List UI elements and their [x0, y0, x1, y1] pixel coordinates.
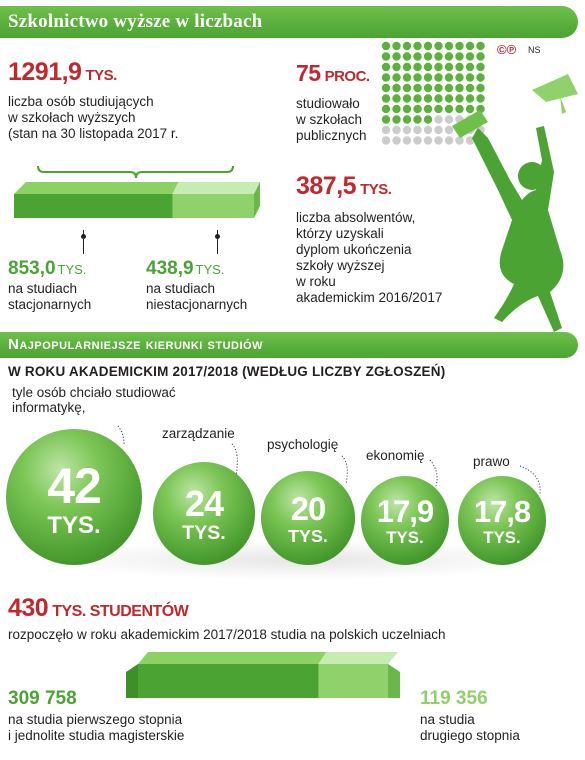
study-bar-top-1: [172, 182, 260, 194]
students-desc: [8, 94, 178, 142]
first-degree-value: 309 758: [8, 688, 77, 709]
percent-dot-filled: [403, 105, 411, 113]
percent-dot-filled: [382, 94, 390, 102]
graduates-desc-line: szkoły wyższej: [296, 258, 385, 273]
percent-dot-filled: [403, 63, 411, 71]
percent-dot-filled: [424, 84, 432, 92]
second-degree-desc-line: na studia: [420, 712, 475, 727]
graduate-silhouette-icon: [450, 60, 580, 340]
percent-dot-filled: [434, 84, 442, 92]
percent-dot-filled: [413, 84, 421, 92]
percent-dot-filled: [434, 52, 442, 60]
public-desc: [296, 96, 367, 144]
percent-dot-filled: [382, 42, 390, 50]
study-bar-segment-fulltime: [14, 194, 172, 218]
graduates-desc-line: akademickim 2016/2017: [296, 290, 443, 305]
sphere-unit: TYS.: [47, 511, 101, 539]
credit-mark: ©℗: [497, 42, 517, 57]
credit-text: NS: [528, 45, 541, 55]
percent-dot-filled: [403, 73, 411, 81]
percent-dot-filled: [424, 63, 432, 71]
percent-dot-filled: [382, 63, 390, 71]
percent-dot-filled: [424, 42, 432, 50]
percent-dot-filled: [392, 73, 400, 81]
popular-subtitle: W ROKU AKADEMICKIM 2017/2018 (WEDŁUG LICZBY ZGŁOSZEŃ): [8, 364, 446, 379]
popular-banner: [0, 332, 578, 358]
percent-dot-filled: [392, 94, 400, 102]
percent-dot-empty: [413, 126, 421, 134]
percent-dot-filled: [413, 94, 421, 102]
degree-bar: [124, 652, 414, 712]
page-title: Szkolnictwo wyższe w liczbach: [8, 11, 263, 32]
percent-dot-empty: [382, 126, 390, 134]
percent-dot-filled: [424, 105, 432, 113]
percent-dot-filled: [382, 115, 390, 123]
sphere-3: [361, 476, 450, 565]
label-psychology: psychologię: [267, 437, 339, 452]
new-students-total: [8, 594, 188, 623]
percent-dot-filled: [434, 73, 442, 81]
percent-dot-filled: [445, 42, 453, 50]
public-percent-unit: PROC.: [324, 68, 370, 85]
percent-dot-filled: [413, 42, 421, 50]
study-bar-segment-parttime: [172, 194, 254, 218]
graduates-desc: [296, 210, 442, 306]
percent-dot-empty: [424, 126, 432, 134]
parttime-value: [146, 258, 224, 280]
sphere-value: 20: [290, 490, 326, 528]
percent-dot-empty: [403, 126, 411, 134]
percent-dot-filled: [424, 94, 432, 102]
sphere-value: 24: [184, 483, 223, 525]
students-total-value: 1291,9: [8, 58, 82, 86]
second-degree-desc-line: drugiego stopnia: [420, 728, 520, 743]
parttime-unit: TYS.: [195, 262, 225, 277]
mortarboard-shape: [532, 74, 578, 102]
graduates-desc-line: w roku: [296, 274, 336, 289]
public-desc-line: publicznych: [296, 128, 367, 143]
study-mode-bar: [8, 182, 266, 232]
graduates-desc-line: dyplom ukończenia: [296, 242, 412, 257]
graduates-total-value: 387,5: [296, 172, 357, 200]
percent-dot-filled: [392, 105, 400, 113]
fulltime-unit: TYS.: [57, 262, 87, 277]
degree-bar-segment-first: [138, 664, 318, 698]
brace: [0, 150, 270, 180]
new-students-desc: rozpoczęło w roku akademickim 2017/2018 studia na polskich uczelniach: [8, 627, 446, 642]
sphere-unit: TYS.: [386, 528, 424, 548]
percent-dot-filled: [382, 73, 390, 81]
sphere-value: 42: [47, 457, 101, 514]
percent-dot-filled: [424, 115, 432, 123]
first-degree-desc-line: na studia pierwszego stopnia: [8, 712, 183, 727]
percent-dot-filled: [392, 115, 400, 123]
percent-dot-filled: [413, 105, 421, 113]
fulltime-desc: [8, 281, 91, 313]
sphere-2: [261, 471, 355, 565]
graduates-total: [296, 172, 391, 201]
percent-dot-filled: [403, 42, 411, 50]
public-percent: [296, 60, 370, 87]
fulltime-dot: [81, 234, 86, 239]
percent-dot-filled: [434, 63, 442, 71]
sphere-value: 17,8: [473, 494, 531, 530]
graduates-total-unit: TYS.: [360, 181, 392, 198]
percent-dot-filled: [392, 63, 400, 71]
sphere-unit: TYS.: [288, 526, 328, 547]
fulltime-desc-line: na studiach: [8, 281, 78, 296]
parttime-desc: [146, 281, 247, 313]
percent-dot-filled: [476, 42, 484, 50]
figure-head: [518, 162, 546, 190]
percent-dot-empty: [392, 136, 400, 144]
degree-bar-left-side: [126, 664, 138, 698]
parttime-desc-line: niestacjonarnych: [146, 297, 248, 312]
percent-dot-empty: [392, 126, 400, 134]
second-degree-value: 119 356: [420, 688, 488, 709]
degree-bar-top-0: [138, 652, 326, 664]
new-students-value: 430: [8, 594, 49, 622]
percent-dot-filled: [413, 52, 421, 60]
students-desc-line: liczba osób studiujących: [8, 94, 154, 109]
public-percent-value: 75: [296, 60, 321, 86]
percent-dot-filled: [392, 52, 400, 60]
study-bar-top-0: [14, 182, 178, 194]
label-management: zarządzanie: [162, 426, 235, 441]
popular-banner-text: Najpopularniejsze kierunki studiów: [8, 336, 263, 353]
students-desc-line: (stan na 30 listopada 2017 r.: [8, 126, 179, 141]
percent-dot-filled: [392, 84, 400, 92]
second-degree-desc: [420, 712, 520, 744]
graduates-desc-line: liczba absolwentów,: [296, 210, 416, 225]
brace-path: [38, 166, 233, 178]
sphere-unit: TYS.: [483, 528, 521, 548]
label-economics: ekonomię: [366, 448, 425, 463]
percent-dot-filled: [424, 52, 432, 60]
leader-psychology: [342, 456, 347, 484]
leader-informatics: [118, 426, 124, 444]
percent-dot-filled: [403, 94, 411, 102]
percent-dot-filled: [413, 63, 421, 71]
percent-dot-filled: [466, 42, 474, 50]
degree-bar-right-side: [388, 664, 400, 698]
students-desc-line: w szkołach wyższych: [8, 110, 136, 125]
sphere-unit: TYS.: [182, 522, 226, 545]
label-law: prawo: [473, 454, 510, 469]
graduates-desc-line: którzy uzyskali: [296, 226, 384, 241]
percent-dot-empty: [424, 136, 432, 144]
public-desc-line: w szkołach: [296, 112, 363, 127]
percent-dot-filled: [382, 84, 390, 92]
first-degree-desc-line: i jednolite studia magisterskie: [8, 728, 185, 743]
percent-dot-filled: [413, 115, 421, 123]
leader-economics: [430, 460, 437, 486]
percent-dot-empty: [413, 136, 421, 144]
percent-dot-empty: [434, 136, 442, 144]
degree-bar-top-1: [318, 652, 398, 664]
percent-dot-filled: [382, 52, 390, 60]
students-total-unit: TYS.: [85, 67, 117, 84]
percent-dot-filled: [403, 84, 411, 92]
header-banner: [0, 6, 578, 38]
sphere-value: 17,9: [376, 494, 434, 530]
percent-dot-filled: [434, 105, 442, 113]
new-students-unit: TYS. STUDENTÓW: [52, 603, 189, 620]
sphere-1: [153, 462, 256, 565]
percent-dot-filled: [434, 42, 442, 50]
label-informatics: tyle osób chciało studiować informatykę,: [12, 385, 176, 415]
percent-dot-filled: [403, 115, 411, 123]
parttime-desc-line: na studiach: [146, 281, 216, 296]
sphere-0: [6, 429, 142, 565]
figure-body: [472, 126, 563, 332]
degree-bar-segment-second: [318, 664, 388, 698]
sphere-4: [458, 476, 547, 565]
fulltime-value: [8, 258, 86, 280]
students-total: [8, 58, 117, 87]
percent-dot-empty: [434, 115, 442, 123]
percent-dot-filled: [434, 94, 442, 102]
fulltime-number: 853,0: [8, 258, 56, 279]
percent-dot-filled: [413, 73, 421, 81]
percent-dot-empty: [434, 126, 442, 134]
parttime-dot: [215, 234, 220, 239]
first-degree-desc: [8, 712, 184, 744]
percent-dot-empty: [382, 136, 390, 144]
parttime-number: 438,9: [146, 258, 194, 279]
public-desc-line: studiowało: [296, 96, 360, 111]
percent-dot-empty: [403, 136, 411, 144]
percent-dot-filled: [455, 42, 463, 50]
percent-dot-filled: [382, 105, 390, 113]
percent-dot-filled: [424, 73, 432, 81]
fulltime-desc-line: stacjonarnych: [8, 297, 92, 312]
percent-dot-filled: [403, 52, 411, 60]
percent-dot-filled: [392, 42, 400, 50]
mortarboard-tassel: [560, 96, 566, 114]
